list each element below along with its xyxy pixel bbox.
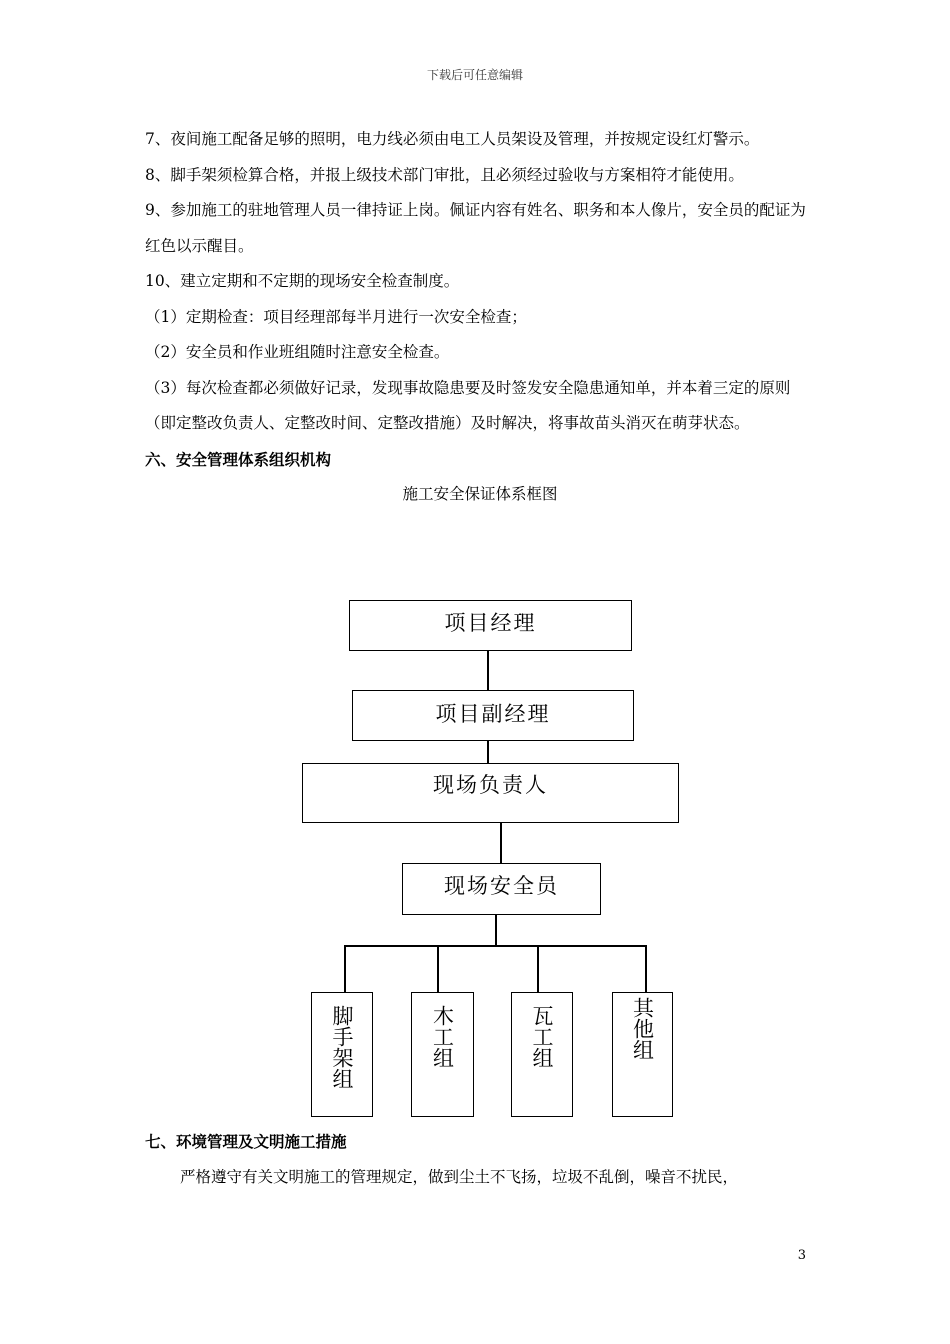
connector-line <box>487 651 489 690</box>
box-site-leader-label: 现场负责人 <box>433 773 548 797</box>
paragraph-8: 8、脚手架须检算合格，并报上级技术部门审批，且必须经过验收与方案相符才能使用。 <box>145 165 744 184</box>
connector-line <box>495 915 497 946</box>
section-6-heading: 六、安全管理体系组织机构 <box>145 449 332 469</box>
box-project-manager <box>349 600 632 651</box>
box-deputy-manager <box>352 690 634 741</box>
section-7-paragraph: 严格遵守有关文明施工的管理规定，做到尘土不飞扬，垃圾不乱倒，噪音不扰民， <box>180 1167 739 1186</box>
connector-line <box>645 945 647 992</box>
connector-line <box>487 741 489 763</box>
box-scaffold-group <box>311 992 373 1117</box>
box-site-leader <box>302 763 679 823</box>
paragraph-10-item-1: （1）定期检查：项目经理部每半月进行一次安全检查； <box>145 307 527 326</box>
connector-line <box>344 945 647 947</box>
box-deputy-manager-label: 项目副经理 <box>435 702 551 726</box>
box-other-group <box>612 992 673 1117</box>
box-safety-officer-label: 现场安全员 <box>444 874 559 898</box>
connector-line <box>500 823 502 863</box>
org-chart-title: 施工安全保证体系框图 <box>402 485 558 503</box>
paragraph-7: 7、夜间施工配备足够的照明，电力线必须由电工人员架设及管理，并按规定设红灯警示。 <box>145 130 760 148</box>
paragraph-10-item-3: （3）每次检查都必须做好记录，发现事故隐患要及时签发安全隐患通知单，并本着三定的原则（即定整改负责人、定整改时间、定整改措施）及时解决，将事故苗头消灭在萌芽状态。 <box>145 378 791 432</box>
section-7 <box>145 1124 815 1195</box>
box-carpentry-group <box>411 992 474 1117</box>
paragraph-10: 10、建立定期和不定期的现场安全检查制度。 <box>145 272 460 290</box>
box-masonry-group <box>511 992 573 1117</box>
page-number: 3 <box>797 1248 806 1263</box>
document-body <box>145 122 815 513</box>
box-carpentry-group-label: 木工组 <box>430 1005 455 1068</box>
box-safety-officer <box>402 863 601 915</box>
connector-line <box>537 945 539 992</box>
box-other-group-label: 其他组 <box>630 997 655 1060</box>
page-header: 下载后可任意编辑 <box>426 68 523 82</box>
paragraph-9: 9、参加施工的驻地管理人员一律持证上岗。佩证内容有姓名、职务和本人像片，安全员的配证为红色以示醒目。 <box>145 201 806 255</box>
box-scaffold-group-label: 脚手架组 <box>330 1005 354 1089</box>
box-project-manager-label: 项目经理 <box>444 611 537 635</box>
connector-line <box>344 945 346 992</box>
connector-line <box>437 945 439 992</box>
section-7-heading: 七、环境管理及文明施工措施 <box>145 1132 347 1151</box>
paragraph-10-item-2: （2）安全员和作业班组随时注意安全检查。 <box>145 343 450 361</box>
box-masonry-group-label: 瓦工组 <box>530 1005 554 1068</box>
